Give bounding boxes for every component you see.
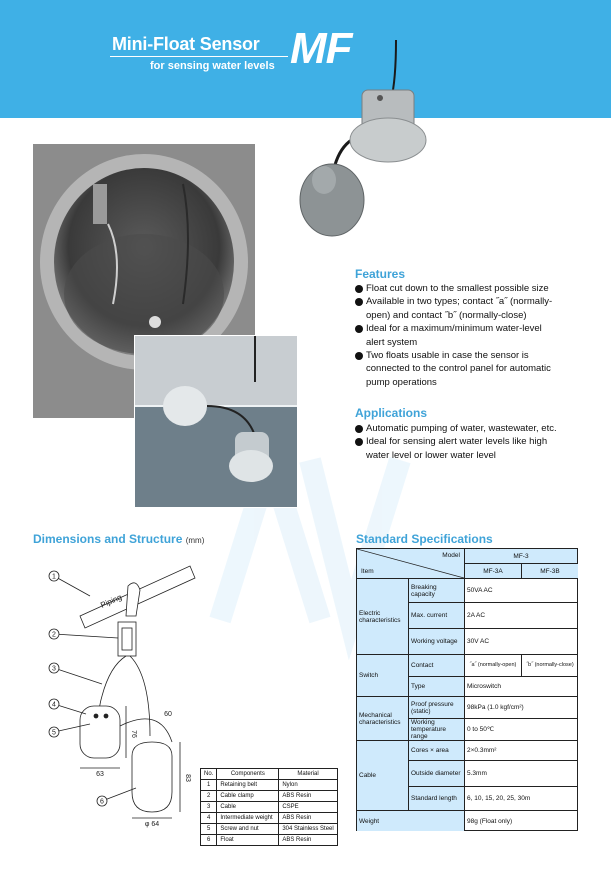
piping-label: Piping [99,592,124,610]
spec-weight: Weight [357,811,465,831]
spec-group-switch: Switch [357,655,409,697]
page-title: Mini-Float Sensor [112,34,260,54]
applications-list [355,422,595,462]
sensor-product-image [296,40,446,240]
product-code: MF [290,24,352,73]
title-underline [110,56,288,57]
callout-5: 5 [52,729,56,737]
column-header: No. [201,769,217,780]
dimension-arc: 60 [164,711,172,718]
specs-heading: Standard Specifications [356,532,493,546]
table-header-row [201,769,338,780]
page-subtitle: for sensing water levels [150,60,275,72]
table-row: 3 Cable CSPE [201,802,338,813]
dimension-width-top: 63 [96,771,104,778]
spec-header-corner: Model Item [357,549,465,579]
dimension-height-side: 76 [130,730,137,738]
sensor-in-water-photo [134,335,298,508]
callout-4: 4 [52,701,56,709]
spec-group-electric: Electric characteristics [357,579,409,655]
list-item: Ideal for a maximum/minimum water-level alert system [355,322,595,349]
callout-6: 6 [100,798,104,806]
dimensions-diagram [40,556,200,856]
dimension-height-bottom: 83 [184,774,191,782]
features-list [355,282,595,389]
dimensions-heading: Dimensions and Structure (mm) [33,532,205,546]
callout-3: 3 [52,665,56,673]
table-row: 2 Cable clamp ABS Resin [201,791,338,802]
list-item: Ideal for sensing alert water levels like high water level or lower water level [355,435,595,462]
list-item: Float cut down to the smallest possible size [355,282,595,295]
table-row: 1 Retaining belt Nylon [201,780,338,791]
applications-heading: Applications [355,406,428,420]
list-item: Available in two types; contact ˝a˝ (normally- open) and contact ˝b˝ (normally-close) [355,295,595,322]
list-item: Automatic pumping of water, wastewater, etc. [355,422,595,435]
components-table [200,768,338,846]
column-header: Material [279,769,337,780]
dimensions-unit: (mm) [185,536,205,545]
callout-1: 1 [52,573,56,581]
spec-model-a: MF-3A [465,564,522,579]
features-heading: Features [355,267,406,281]
table-row: 6 Float ABS Resin [201,835,338,846]
dimension-width-bottom: φ 64 [144,821,160,828]
spec-model-b: MF-3B [522,564,578,579]
column-header: Components [217,769,279,780]
specifications-table: Model Item MF-3 MF-3A MF-3B Electric characteristics Breaking capacity 50VA AC Max. current 2A AC Working voltage 30V AC Switch Contact ˝a˝ (normally-open) ˝b˝ (normally-close) Type Microswitch Mechanical characteristics Proof pressure (static) 98kPa (1.0 kgf/cm²) Working temperature range 0 to 50℃ Cable Cores × area 2×0.3mm² Outside diameter 5.3mm Standard length 6, 10, 15, 20, 25, 30m Weight 98g (Float only) [356,548,578,831]
spec-group-cable: Cable [357,741,409,811]
table-row: 4 Intermediate weight ABS Resin [201,813,338,824]
spec-group-mechanical: Mechanical characteristics [357,697,409,741]
callout-2: 2 [52,631,56,639]
table-row: 5 Screw and nut 304 Stainless Steel [201,824,338,835]
list-item: Two floats usable in case the sensor is connected to the control panel for automatic pump operations [355,349,595,389]
spec-model-group: MF-3 [465,549,578,564]
